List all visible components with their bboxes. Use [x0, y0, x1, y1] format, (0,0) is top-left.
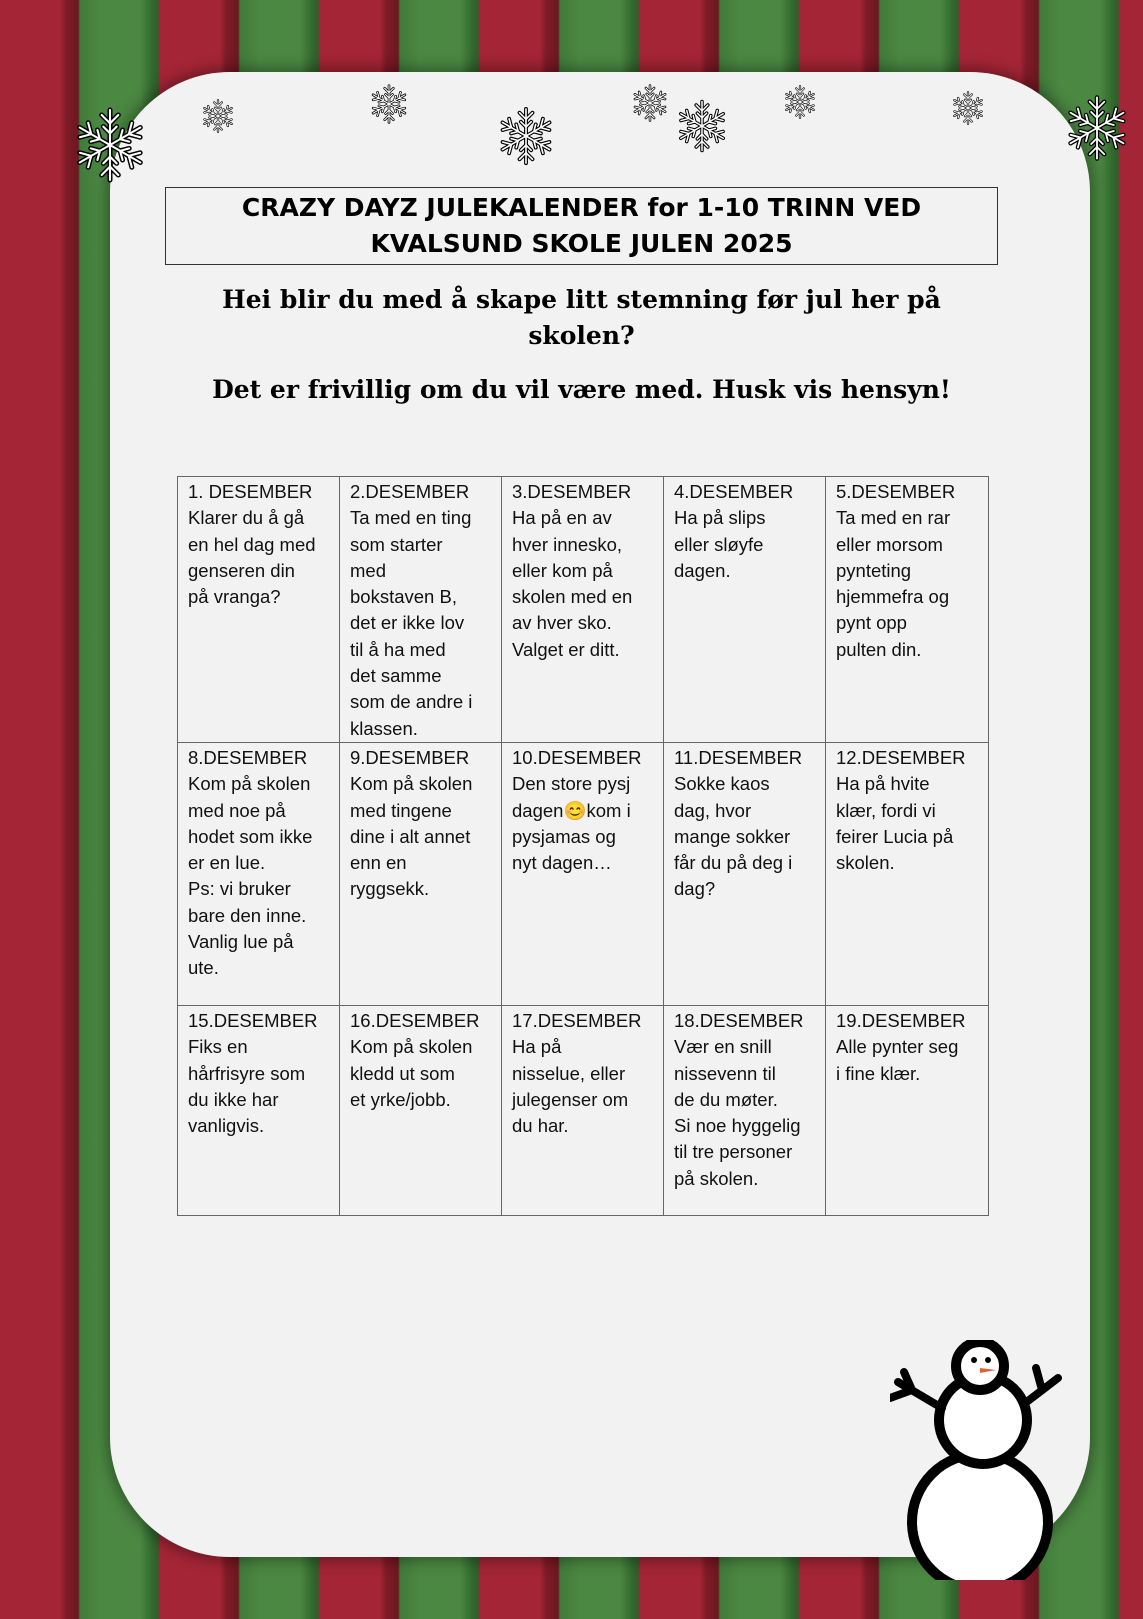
calendar-cell	[178, 477, 340, 743]
snowflake-icon	[630, 80, 670, 126]
calendar-table	[177, 476, 989, 1216]
cell-task: Ha på nisselue, eller julegenser om du har.	[512, 1036, 629, 1137]
calendar-cell	[178, 742, 340, 1005]
cell-date: 16.DESEMBER	[350, 1009, 480, 1031]
cell-task: Alle pynter seg i fine klær.	[836, 1036, 959, 1084]
calendar-cell	[340, 1005, 502, 1215]
snowflake-icon	[368, 80, 410, 128]
title-box	[165, 187, 998, 265]
calendar-cell	[502, 477, 664, 743]
cell-task: Kom på skolen kledd ut som et yrke/jobb.	[350, 1036, 473, 1110]
cell-date: 18.DESEMBER	[674, 1009, 804, 1031]
page-title: CRAZY DAYZ JULEKALENDER for 1-10 TRINN VED KVALSUND SKOLE JULEN 2025	[241, 193, 922, 258]
cell-date: 1. DESEMBER	[188, 481, 313, 502]
subtitle: Hei blir du med å skape litt stemning før jul her på skolen?	[222, 285, 941, 350]
cell-task: Ha på en av hver innesko, eller kom på skolen med en av hver sko. Valget er ditt.	[512, 507, 633, 660]
snowflake-icon	[674, 94, 730, 158]
cell-task: Ha på slips eller sløyfe dagen.	[674, 507, 766, 581]
cell-task: Ha på hvite klær, fordi vi feirer Lucia på skolen.	[836, 773, 954, 874]
cell-task: Vær en snill nissevenn til de du møter. Si noe hyggelig til tre personer på skolen.	[674, 1036, 801, 1189]
cell-task: Den store pysj dagen😊kom i pysjamas og nyt dagen…	[512, 773, 631, 874]
calendar-cell	[826, 477, 989, 743]
cell-task: Fiks en hårfrisyre som du ikke har vanligvis.	[188, 1036, 306, 1137]
cell-task: Ta med en ting som starter med bokstaven B, det er ikke lov til å ha med det samme som de andre i klassen.	[350, 507, 473, 739]
snowflake-icon	[950, 88, 986, 128]
snowflake-icon	[782, 82, 818, 122]
cell-task: Sokke kaos dag, hvor mange sokker får du på deg i dag?	[674, 773, 793, 900]
calendar-week-row	[178, 1005, 989, 1215]
calendar-week-row	[178, 477, 989, 743]
snowman-icon	[890, 1340, 1090, 1580]
calendar-week-row	[178, 742, 989, 1005]
calendar-cell	[340, 742, 502, 1005]
calendar-cell	[502, 1005, 664, 1215]
calendar-cell	[664, 477, 826, 743]
cell-task: Klarer du å gå en hel dag med genseren din på vranga?	[188, 507, 316, 608]
cell-date: 19.DESEMBER	[836, 1009, 966, 1031]
calendar-cell	[826, 1005, 989, 1215]
cell-date: 2.DESEMBER	[350, 481, 470, 502]
cell-date: 15.DESEMBER	[188, 1009, 318, 1031]
cell-date: 17.DESEMBER	[512, 1009, 642, 1031]
cell-date: 12.DESEMBER	[836, 746, 966, 768]
cell-date: 10.DESEMBER	[512, 746, 642, 768]
cell-date: 11.DESEMBER	[674, 746, 803, 768]
calendar-cell	[178, 1005, 340, 1215]
calendar-cell	[502, 742, 664, 1005]
calendar-cell	[664, 742, 826, 1005]
snowflake-icon	[200, 96, 236, 136]
calendar-cell	[340, 477, 502, 743]
snowflake-icon	[495, 100, 557, 172]
cell-date: 4.DESEMBER	[674, 481, 794, 502]
cell-date: 3.DESEMBER	[512, 481, 632, 502]
snowflake-icon	[70, 100, 150, 190]
cell-task: Kom på skolen med noe på hodet som ikke er en lue. Ps: vi bruker bare den inne. Vanlig lue på ute.	[188, 773, 313, 979]
voluntary-note: Det er frivillig om du vil være med. Husk vis hensyn!	[212, 375, 951, 404]
calendar-cell	[826, 742, 989, 1005]
cell-task: Kom på skolen med tingene dine i alt annet enn en ryggsekk.	[350, 773, 473, 900]
cell-date: 5.DESEMBER	[836, 481, 956, 502]
snowflake-icon	[1062, 88, 1132, 168]
cell-date: 8.DESEMBER	[188, 746, 308, 768]
cell-task: Ta med en rar eller morsom pynteting hjemmefra og pynt opp pulten din.	[836, 507, 951, 660]
cell-date: 9.DESEMBER	[350, 746, 470, 768]
calendar-cell	[664, 1005, 826, 1215]
